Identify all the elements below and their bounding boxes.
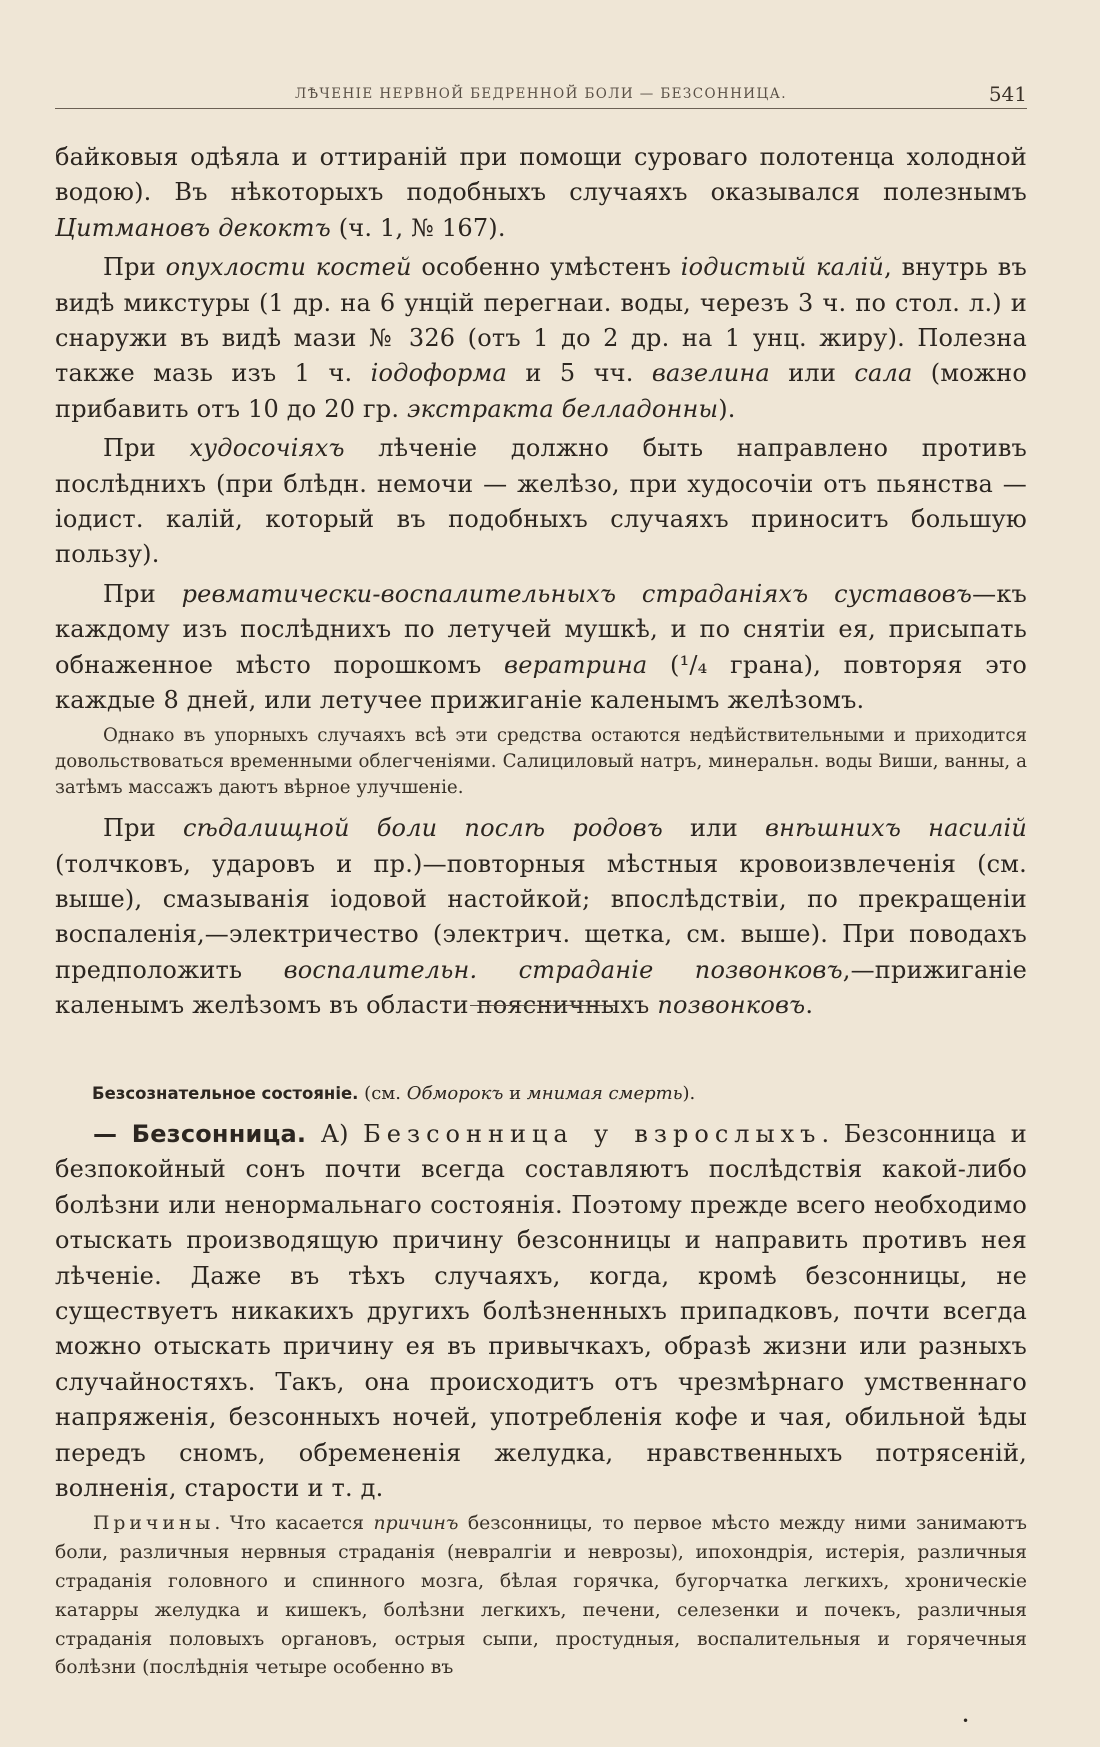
lower-text-block [55, 1117, 1027, 1683]
paragraph-sciatica-after-birth: При сѣдалищной боли послѣ родовъ или внѣшнихъ насилій (толчковъ, ударовъ и пр.)—повторныя мѣстныя кровоизвлеченія (см. выше), смазыванія іодовой настойкой; впослѣдствіи, по прекращеніи воспаленія,—электричество (электрич. щетка, см. выше). При поводахъ предположить воспалительн. страданіе позвонковъ,—прижиганіе каленымъ желѣзомъ въ области поясничныхъ позвонковъ. [55, 814, 1027, 1020]
section-divider [470, 1005, 616, 1006]
paragraph-rheumatic-joints: При ревматически-воспалительныхъ страданіяхъ суставовъ—къ каждому изъ послѣднихъ по летучей мушкѣ, и по снятіи ея, присыпать обнаженное мѣсто порошкомъ вератрина (¹/₄ грана), повторяя это каждые 8 дней, или летучее прижиганіе каленымъ желѣзомъ. [55, 579, 1028, 715]
paragraph-continuation: байковыя одѣяла и оттираній при помощи суроваго полотенца холодной водою). Въ нѣкоторыхъ подобныхъ случаяхъ оказывался полезнымъ Цитмановъ декоктъ (ч. 1, № 167). [55, 143, 1027, 242]
running-title: ЛѢЧЕНІЕ НЕРВНОЙ БЕДРЕННОЙ БОЛИ — БЕЗСОННИЦА. [295, 86, 787, 102]
paragraph-causes: Причины. Что касается причинъ безсонницы, то первое мѣсто между ними занимаютъ боли, различныя нервныя страданія (невралгіи и неврозы), ипохондрія, истерія, различныя страданія головного и спинного мозга, бѣлая горячка, бугорчатка легкихъ, хроническіе катарры желудка и кишекъ, болѣзни легкихъ, печени, селезенки и почекъ, различныя страданія половыхъ органовъ, острыя сыпи, простудныя, воспалительныя и горячечныя болѣзни (послѣднія четыре особенно въ [55, 1513, 1027, 1679]
page-number: 541 [988, 82, 1027, 106]
paragraph-note-small: Однако въ упорныхъ случаяхъ всѣ эти средства остаются недѣйствительными и приходится довольствоваться временными облегченіями. Салициловый натръ, минеральн. воды Виши, ванны, а затѣмъ массажъ даютъ вѣрное улучшеніе. [55, 724, 1027, 798]
entry-unconsciousness: Безсознательное состояніе. (см. Обморокъ и мнимая смерть). [92, 1083, 696, 1104]
entry-insomnia: — Безсонница. А) Безсонница у взрослыхъ. Безсонница и безпокойный сонъ почти всегда составляютъ послѣдствія какой-либо болѣзни или ненормальнаго состоянія. Поэтому прежде всего необходимо отыскать производящую причину безсонницы и направить противъ нея лѣченіе. Даже въ тѣхъ случаяхъ, когда, кромѣ безсонницы, не существуетъ никакихъ другихъ болѣзненныхъ припадковъ, почти всегда можно отыскать причину ея въ привычкахъ, образѣ жизни или разныхъ случайностяхъ. Такъ, она происходитъ отъ чрезмѣрнаго умственнаго напряженія, безсонныхъ ночей, употребленія кофе и чая, обильной ѣды передъ сномъ, обремененія желудка, нравственныхъ потрясеній, волненія, старости и т. д. [55, 1120, 1028, 1503]
paragraph-bone-tumors: При опухлости костей особенно умѣстенъ іодистый калій, внутрь въ видѣ микстуры (1 др. на 6 унцій перегнаи. воды, черезъ 3 ч. по стол. л.) и снаружи въ видѣ мази № 326 (отъ 1 до 2 др. на 1 унц. жиру). Полезна также мазь изъ 1 ч. іодоформа и 5 чч. вазелина или сала (можно прибавить отъ 10 до 20 гр. экстракта белладонны). [55, 253, 1028, 423]
running-head [55, 84, 1027, 109]
upper-text-block [55, 140, 1027, 1024]
page-dot: • [962, 1714, 970, 1728]
paragraph-cachexia: При худосочіяхъ лѣченіе должно быть направлено противъ послѣднихъ (при блѣдн. немочи — желѣзо, при худосочіи отъ пьянства — іодист. калій, который въ подобныхъ случаяхъ приноситъ большую пользу). [55, 434, 1027, 569]
